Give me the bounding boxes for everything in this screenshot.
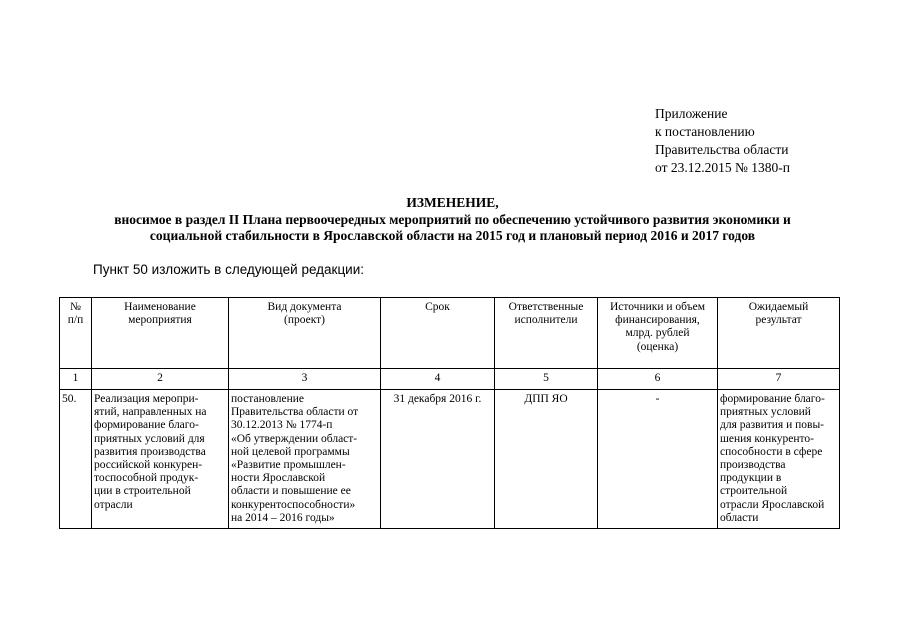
header-text: (оценка) (636, 340, 679, 353)
header-text: Источники и объем (609, 301, 706, 313)
appendix-line: Правительства области (655, 142, 789, 157)
cell-line: Реализация меропри- (94, 393, 199, 405)
instruction-text: Пункт 50 изложить в следующей редакции: (93, 262, 365, 277)
plan-table (59, 297, 840, 529)
cell-line: способности в сфере (720, 445, 823, 458)
appendix-block (655, 105, 790, 177)
cell-line: формирование благо- (720, 393, 825, 405)
cell-line: области и повышение ее (231, 485, 351, 498)
cell-line: отрасли (94, 498, 133, 511)
cell-line: формирование благо- (94, 419, 199, 432)
row-result (718, 390, 840, 529)
cell-line: ной целевой программы (231, 445, 350, 458)
header-text: № (70, 301, 81, 313)
header-text: п/п (67, 314, 84, 327)
cell-line: строительной (720, 485, 788, 498)
header-cell-result (718, 298, 840, 369)
header-text: финансирования, (615, 314, 700, 327)
row-deadline: 31 декабря 2016 г. (381, 390, 495, 529)
cell-line: конкурентоспособности» (231, 498, 356, 511)
cell-line: приятных условий для (94, 432, 205, 445)
header-text: Вид документа (267, 301, 342, 313)
cell-line: постановление (231, 393, 305, 405)
header-text: Ответственные (508, 301, 584, 313)
table-row (60, 390, 840, 529)
column-number: 7 (718, 369, 840, 390)
cell-line: 30.12.2013 № 1774-п (231, 419, 333, 432)
header-text: (проект) (283, 314, 326, 327)
column-number: 6 (598, 369, 718, 390)
header-text: Срок (425, 301, 450, 313)
header-text: мероприятия (128, 314, 192, 327)
header-text: результат (755, 314, 802, 327)
row-number: 50. (60, 390, 92, 529)
table-header-row (60, 298, 840, 369)
cell-line: на 2014 – 2016 годы» (231, 511, 335, 524)
row-executors: ДПП ЯО (495, 390, 598, 529)
appendix-line: от 23.12.2015 № 1380-п (655, 160, 790, 175)
row-financing: - (598, 390, 718, 529)
header-cell-deadline (381, 298, 495, 369)
header-text: млрд. рублей (625, 327, 690, 340)
header-cell-number (60, 298, 92, 369)
column-number: 5 (495, 369, 598, 390)
cell-line: приятных условий (720, 406, 811, 419)
cell-line: ятий, направленных на (94, 406, 207, 419)
cell-line: отрасли Ярославской (720, 498, 825, 511)
row-document (229, 390, 381, 529)
cell-line: «Развитие промышлен- (231, 459, 346, 472)
cell-line: продукции в (720, 472, 782, 485)
column-number: 1 (60, 369, 92, 390)
appendix-line: к постановлению (655, 124, 755, 139)
document-title (40, 195, 865, 245)
header-cell-name (92, 298, 229, 369)
appendix-line: Приложение (655, 106, 728, 121)
column-number: 4 (381, 369, 495, 390)
cell-line: развития производства (94, 445, 206, 458)
cell-line: «Об утверждении област- (231, 432, 358, 445)
column-number: 3 (229, 369, 381, 390)
header-cell-financing (598, 298, 718, 369)
header-cell-document (229, 298, 381, 369)
header-text: исполнители (514, 314, 578, 327)
cell-line: Правительства области от (231, 406, 359, 419)
cell-line: ности Ярославской (231, 472, 326, 485)
header-cell-executors (495, 298, 598, 369)
cell-line: шения конкуренто- (720, 432, 814, 445)
title-main: ИЗМЕНЕНИЕ, (406, 195, 499, 210)
column-number: 2 (92, 369, 229, 390)
cell-line: производства (720, 459, 786, 472)
cell-line: тоспособной продук- (94, 472, 199, 485)
cell-line: ции в строительной (94, 485, 191, 498)
cell-line: области (720, 511, 759, 524)
title-subtitle-line: вносимое в раздел II Плана первоочередных мероприятий по обеспечению устойчивого развития экономики и (114, 211, 791, 227)
title-subtitle-line: социальной стабильности в Ярославской области на 2015 год и плановый период 2016 и 2017 годов (149, 228, 756, 243)
row-name (92, 390, 229, 529)
header-text: Наименование (124, 301, 196, 313)
table-column-numbers-row (60, 369, 840, 390)
header-text: Ожидаемый (748, 301, 809, 313)
cell-line: российской конкурен- (94, 459, 203, 472)
cell-line: для развития и повы- (720, 419, 824, 432)
